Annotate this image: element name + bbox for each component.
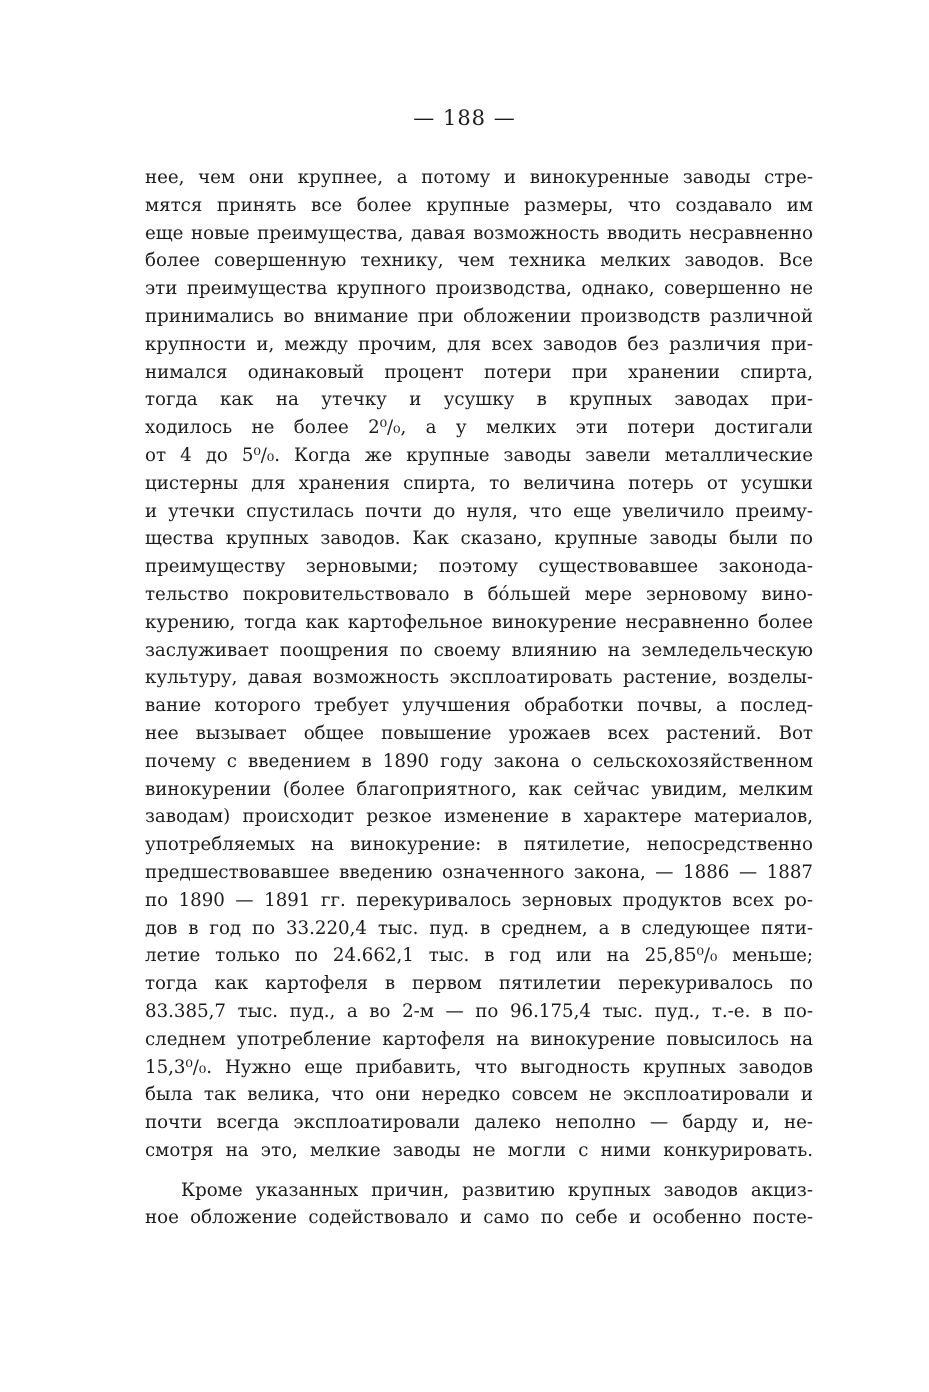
text-line: преимуществу зерновыми; поэтому существовавшее законода- — [145, 556, 813, 578]
text-line: крупности и, между прочим, для всех заводов без различия при- — [145, 333, 813, 355]
text-line: предшествовавшее введению означенного закона, — 1886 — 1887 — [145, 861, 813, 883]
text-line: 83.385,7 тыс. пуд., а во 2-м — по 96.175,4 тыс. пуд., т.-е. в по- — [145, 1000, 813, 1022]
text-line: употребляемых на винокурение: в пятилетие, непосредственно — [145, 834, 813, 856]
text-line: вание которого требует улучшения обработки почвы, а послед- — [145, 695, 813, 717]
text-line: 15,3⁰/₀. Нужно еще прибавить, что выгодность крупных заводов — [145, 1056, 813, 1078]
text-line: культуру, давая возможность эксплоатировать растение, возделы- — [145, 667, 813, 689]
text-line: винокурении (более благоприятного, как сейчас увидим, мелким — [145, 778, 813, 800]
text-line: по 1890 — 1891 гг. перекуривалось зерновых продуктов всех ро- — [145, 889, 813, 911]
text-line: цистерны для хранения спирта, то величина потерь от усушки — [145, 472, 813, 494]
text-line: следнем употребление картофеля на винокурение повысилось на — [145, 1028, 813, 1050]
page-number: — 188 — — [413, 106, 516, 130]
text-line: мятся принять все более крупные размеры, что создавало им — [145, 194, 813, 216]
text-line: была так велика, что они нередко совсем не эксплоатировали и — [145, 1084, 813, 1106]
body-text — [145, 164, 813, 1232]
text-line: Кроме указанных причин, развитию крупных заводов акциз- — [181, 1179, 813, 1201]
text-line: нее, чем они крупнее, а потому и винокуренные заводы стре- — [145, 167, 813, 188]
text-line: и утечки спустилась почти до нуля, что еще увеличило преиму- — [145, 500, 813, 522]
text-line: нее вызывает общее повышение урожаев всех растений. Вот — [145, 722, 813, 744]
text-line: тогда как картофеля в первом пятилетии перекуривалось по — [145, 973, 813, 995]
text-line: почему с введением в 1890 году закона о сельскохозяйственном — [145, 750, 813, 772]
text-line: курению, тогда как картофельное винокурение несравненно более — [145, 611, 813, 633]
paragraph-1 — [145, 164, 813, 1165]
text-line: щества крупных заводов. Как сказано, крупные заводы были по — [145, 528, 813, 550]
text-line: летие только по 24.662,1 тыс. в год или на 25,85⁰/₀ меньше; — [145, 945, 813, 967]
text-line: более совершенную технику, чем техника мелких заводов. Все — [145, 250, 813, 272]
text-line: еще новые преимущества, давая возможность вводить несравненно — [145, 222, 813, 244]
text-line: принимались во внимание при обложении производств различной — [145, 305, 813, 327]
text-line: заслуживает поощрения по своему влиянию на земледельческую — [145, 639, 813, 661]
text-line: ное обложение содействовало и само по себе и особенно посте- — [145, 1207, 813, 1229]
text-line: тельство покровительствовало в бо́льшей мере зерновому вино- — [145, 583, 813, 605]
text-line: ходилось не более 2⁰/₀, а у мелких эти потери достигали — [145, 417, 813, 439]
text-line: почти всегда эксплоатировали далеко неполно — барду и, не- — [145, 1112, 813, 1134]
text-line: заводам) происходит резкое изменение в характере материалов, — [145, 806, 813, 828]
text-line: смотря на это, мелкие заводы не могли с ними конкурировать. — [145, 1139, 813, 1161]
paragraph-gap — [145, 1165, 813, 1177]
text-line: дов в год по 33.220,4 тыс. пуд. в среднем, а в следующее пяти- — [145, 917, 813, 939]
text-line: эти преимущества крупного производства, однако, совершенно не — [145, 278, 813, 300]
text-line: тогда как на утечку и усушку в крупных заводах при- — [145, 389, 813, 411]
paragraph-2 — [145, 1177, 813, 1233]
text-line: от 4 до 5⁰/₀. Когда же крупные заводы завели металлические — [145, 444, 813, 466]
text-line: нимался одинаковый процент потери при хранении спирта, — [145, 361, 813, 383]
